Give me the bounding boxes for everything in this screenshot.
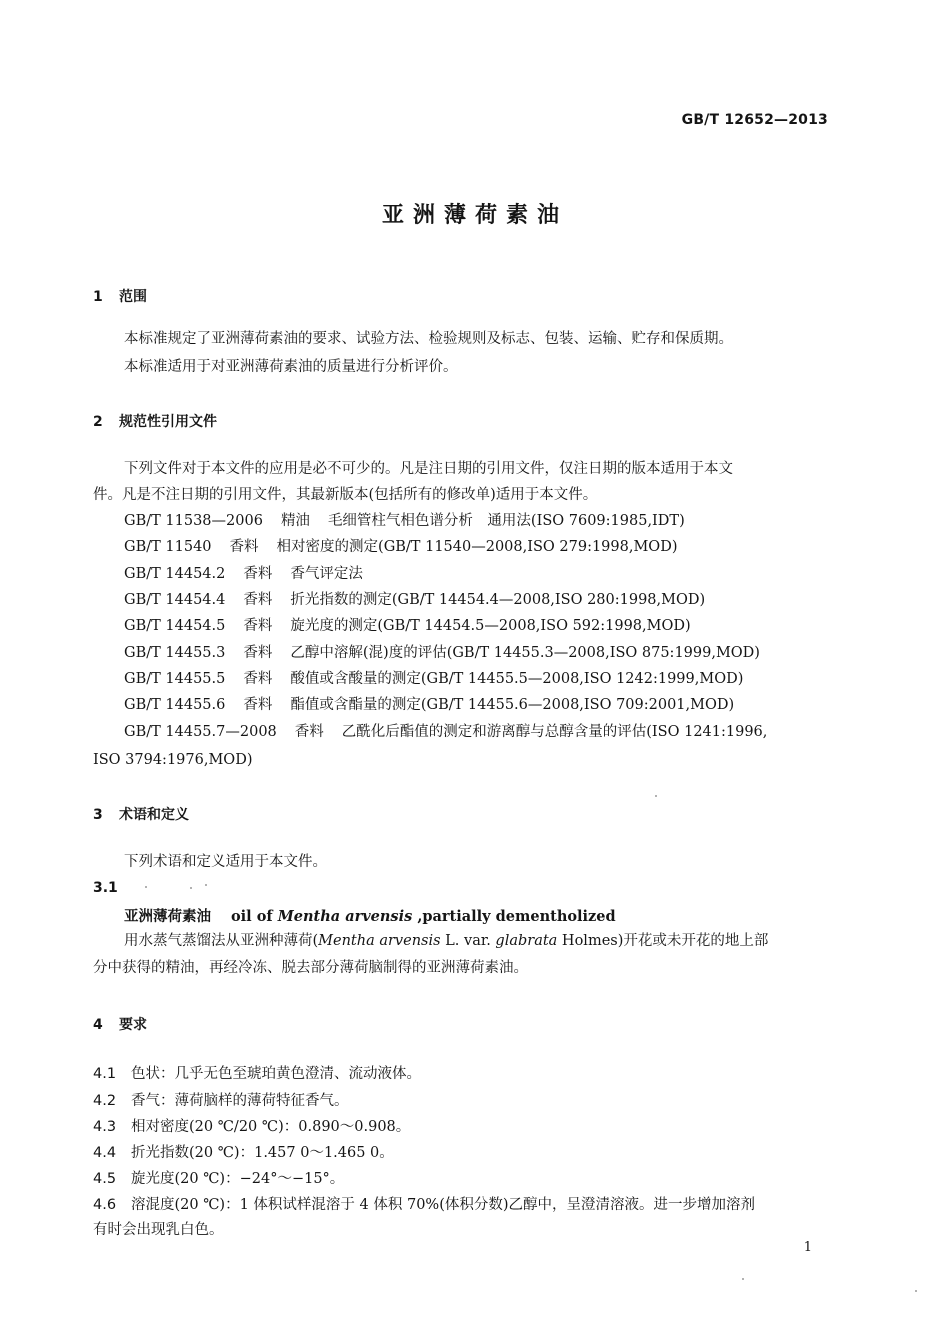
term-number: 3.1 bbox=[93, 880, 118, 896]
reference-category: 香料 bbox=[294, 724, 324, 740]
reference-category: 香料 bbox=[243, 671, 273, 687]
term-english-prefix: oil of bbox=[231, 908, 278, 925]
definition-variety: glabrata bbox=[495, 933, 558, 949]
term-definition-line-2: 分中获得的精油，再经冷冻、脱去部分薄荷脑制得的亚洲薄荷素油。 bbox=[93, 960, 528, 976]
scan-speck bbox=[145, 886, 147, 888]
section-number: 3 bbox=[93, 807, 103, 823]
requirement-item bbox=[93, 1141, 394, 1162]
requirement-continuation: 有时会出现乳白色。 bbox=[93, 1222, 224, 1238]
reference-code: GB/T 14454.5 bbox=[124, 618, 226, 634]
term-entry bbox=[124, 905, 616, 926]
definition-text: L. var. bbox=[440, 933, 496, 949]
reference-category: 香料 bbox=[243, 618, 273, 634]
reference-title: 折光指数的测定(GB/T 14454.4—2008,ISO 280:1998,MOD) bbox=[290, 592, 706, 608]
scan-speck bbox=[205, 884, 207, 886]
page-number: 1 bbox=[803, 1240, 812, 1255]
reference-item bbox=[124, 616, 691, 636]
reference-code: GB/T 14455.6 bbox=[124, 697, 226, 713]
reference-category: 香料 bbox=[243, 592, 273, 608]
requirement-item bbox=[93, 1089, 349, 1110]
reference-item bbox=[124, 722, 767, 742]
scan-speck bbox=[742, 1278, 744, 1280]
requirement-text: 色状：几乎无色至琥珀黄色澄清、流动液体。 bbox=[131, 1066, 421, 1082]
section-title: 范围 bbox=[119, 289, 147, 305]
definition-text: Holmes)开花或未开花的地上部 bbox=[557, 933, 769, 949]
reference-code: GB/T 11540 bbox=[124, 539, 212, 555]
scan-speck bbox=[655, 795, 657, 797]
requirement-number: 4.5 bbox=[93, 1171, 117, 1187]
reference-code: GB/T 14455.7—2008 bbox=[124, 724, 277, 740]
reference-code: GB/T 11538—2006 bbox=[124, 513, 263, 529]
section-heading-terms bbox=[93, 804, 189, 824]
requirement-number: 4.6 bbox=[93, 1197, 117, 1213]
scope-paragraph-1: 本标准规定了亚洲薄荷素油的要求、试验方法、检验规则及标志、包装、运输、贮存和保质期。 bbox=[124, 331, 733, 347]
reference-code: GB/T 14455.3 bbox=[124, 645, 226, 661]
section-title: 规范性引用文件 bbox=[119, 414, 217, 430]
reference-category: 精油 bbox=[280, 513, 310, 529]
term-chinese: 亚洲薄荷素油 bbox=[124, 909, 211, 925]
section-number: 1 bbox=[93, 289, 103, 305]
term-definition-line-1 bbox=[124, 931, 768, 951]
requirement-text: 相对密度(20 ℃/20 ℃)：0.890～0.908。 bbox=[131, 1119, 411, 1135]
reference-item bbox=[124, 537, 677, 557]
reference-title: 酯值或含酯量的测定(GB/T 14455.6—2008,ISO 709:2001,MOD) bbox=[290, 697, 735, 713]
reference-title: 乙酰化后酯值的测定和游离醇与总醇含量的评估(ISO 1241:1996, bbox=[341, 724, 768, 740]
reference-title: 旋光度的测定(GB/T 14454.5—2008,ISO 592:1998,MOD) bbox=[290, 618, 691, 634]
term-english-species: Mentha arvensis bbox=[277, 908, 413, 925]
reference-item bbox=[124, 590, 705, 610]
reference-title: 乙醇中溶解(混)度的评估(GB/T 14455.3—2008,ISO 875:1999,MOD) bbox=[290, 645, 760, 661]
scan-speck bbox=[915, 1290, 917, 1292]
requirement-text: 溶混度(20 ℃)：1 体积试样混溶于 4 体积 70%(体积分数)乙醇中，呈澄清溶液。进一步增加溶剂 bbox=[131, 1197, 756, 1213]
reference-item bbox=[124, 695, 734, 715]
reference-title: 酸值或含酸量的测定(GB/T 14455.5—2008,ISO 1242:1999,MOD) bbox=[290, 671, 744, 687]
scope-paragraph-2: 本标准适用于对亚洲薄荷素油的质量进行分析评价。 bbox=[124, 359, 458, 375]
reference-item bbox=[124, 669, 743, 689]
term-english bbox=[231, 908, 616, 925]
section-heading-requirements bbox=[93, 1014, 147, 1034]
reference-item bbox=[124, 511, 685, 531]
section-title: 要求 bbox=[119, 1017, 147, 1033]
requirement-item bbox=[93, 1115, 410, 1136]
reference-continuation: ISO 3794:1976,MOD) bbox=[93, 752, 253, 768]
definition-text: 用水蒸气蒸馏法从亚洲种薄荷( bbox=[124, 933, 319, 949]
reference-category: 香料 bbox=[243, 566, 273, 582]
reference-category: 香料 bbox=[243, 697, 273, 713]
document-title: 亚洲薄荷素油 bbox=[381, 203, 568, 228]
requirement-number: 4.1 bbox=[93, 1066, 117, 1082]
section-number: 4 bbox=[93, 1017, 103, 1033]
definition-species: Mentha arvensis bbox=[318, 933, 441, 949]
reference-item bbox=[124, 564, 363, 584]
reference-code: GB/T 14454.2 bbox=[124, 566, 226, 582]
reference-title: 相对密度的测定(GB/T 11540—2008,ISO 279:1998,MOD) bbox=[276, 539, 678, 555]
terms-intro: 下列术语和定义适用于本文件。 bbox=[124, 854, 327, 870]
section-heading-scope bbox=[93, 286, 147, 306]
requirement-item bbox=[93, 1062, 421, 1083]
reference-code: GB/T 14455.5 bbox=[124, 671, 226, 687]
requirement-number: 4.4 bbox=[93, 1145, 117, 1161]
reference-category: 香料 bbox=[229, 539, 259, 555]
requirement-item bbox=[93, 1193, 755, 1214]
reference-item bbox=[124, 643, 760, 663]
normative-intro-line-1: 下列文件对于本文件的应用是必不可少的。凡是注日期的引用文件，仅注日期的版本适用于本文 bbox=[124, 461, 733, 477]
reference-title: 毛细管柱气相色谱分析 通用法(ISO 7609:1985,IDT) bbox=[327, 513, 685, 529]
requirement-text: 旋光度(20 ℃)：−24°～−15°。 bbox=[131, 1171, 345, 1187]
normative-intro-line-2: 件。凡是不注日期的引用文件，其最新版本(包括所有的修改单)适用于本文件。 bbox=[93, 487, 598, 503]
section-heading-normative bbox=[93, 411, 217, 431]
requirement-number: 4.2 bbox=[93, 1093, 117, 1109]
section-title: 术语和定义 bbox=[119, 807, 189, 823]
requirement-text: 香气：薄荷脑样的薄荷特征香气。 bbox=[131, 1093, 349, 1109]
requirement-text: 折光指数(20 ℃)：1.457 0～1.465 0。 bbox=[131, 1145, 394, 1161]
standard-code: GB/T 12652—2013 bbox=[681, 112, 828, 128]
reference-category: 香料 bbox=[243, 645, 273, 661]
reference-title: 香气评定法 bbox=[290, 566, 363, 582]
scan-speck bbox=[190, 887, 192, 889]
requirement-item bbox=[93, 1167, 344, 1188]
reference-code: GB/T 14454.4 bbox=[124, 592, 226, 608]
section-number: 2 bbox=[93, 414, 103, 430]
requirement-number: 4.3 bbox=[93, 1119, 117, 1135]
term-english-suffix: ,partially dementholized bbox=[412, 908, 616, 925]
